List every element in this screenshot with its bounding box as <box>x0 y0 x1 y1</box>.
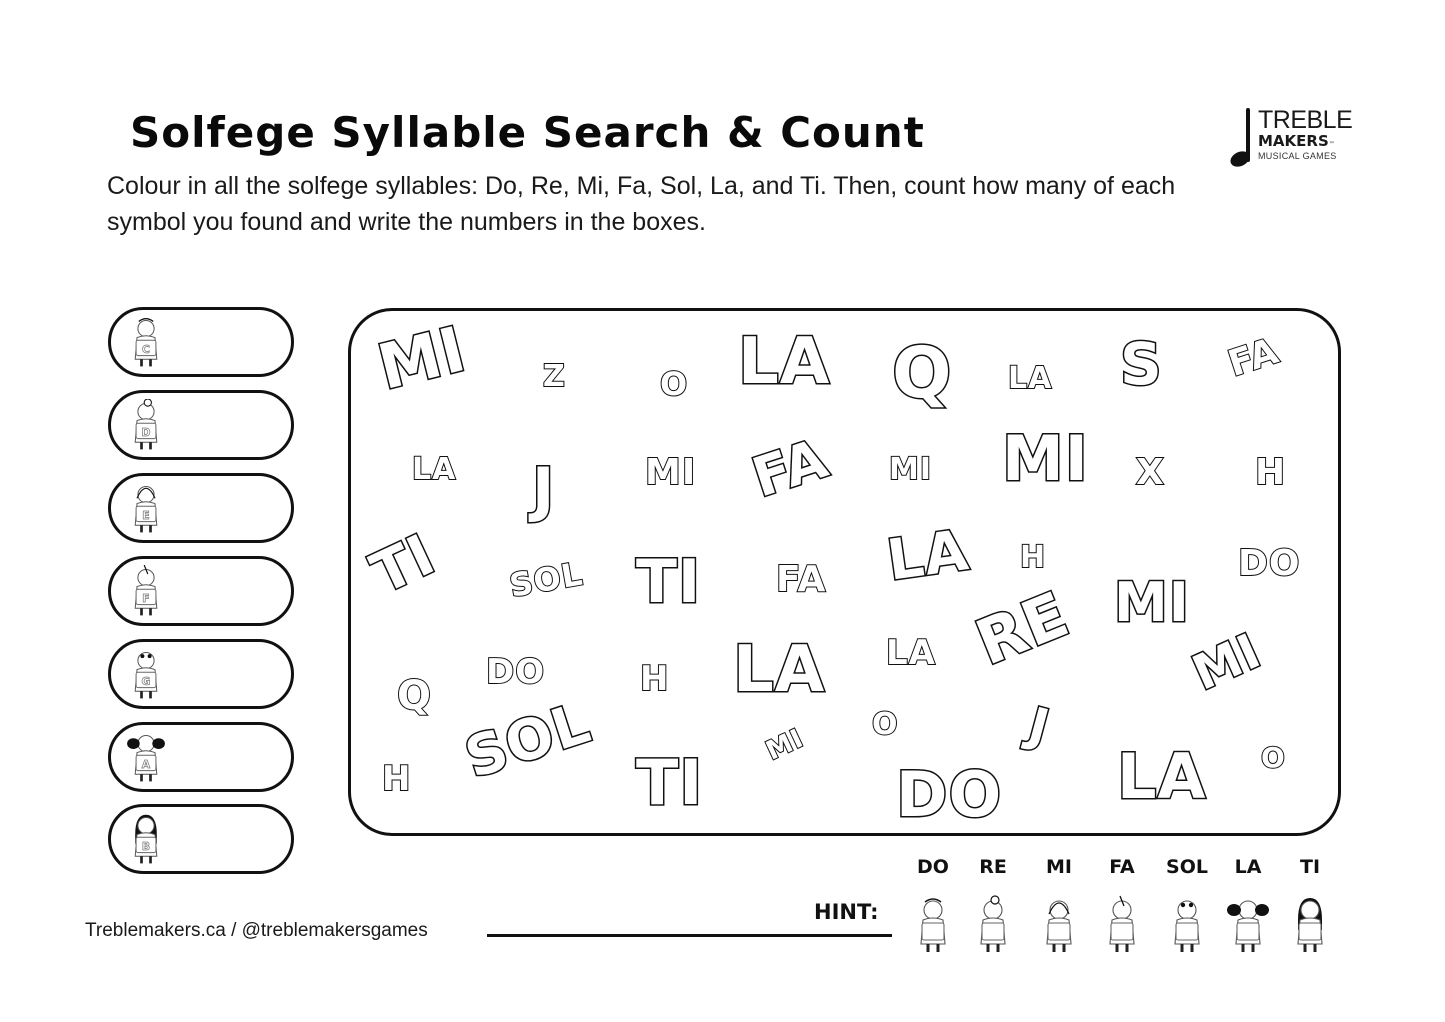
svg-text:E: E <box>142 508 150 522</box>
search-word-mi[interactable]: MI <box>1184 622 1270 702</box>
svg-text:B: B <box>141 839 151 853</box>
search-word-do[interactable]: DO <box>486 652 546 692</box>
hint-la <box>1218 856 1278 958</box>
hint-sol <box>1157 856 1217 958</box>
search-word-la[interactable]: LA <box>412 452 457 487</box>
hint-mi <box>1029 856 1089 958</box>
do-character-icon <box>123 316 169 370</box>
svg-text:A: A <box>141 757 151 771</box>
search-word-la[interactable]: LA <box>886 633 936 673</box>
search-word-mi[interactable]: MI <box>371 312 473 404</box>
svg-text:G: G <box>141 674 151 688</box>
mi-character-icon <box>123 482 169 536</box>
hint-syllable-label: MI <box>1046 856 1072 878</box>
count-box-b[interactable] <box>108 804 294 874</box>
search-word-s[interactable]: S <box>1120 330 1163 398</box>
search-word-do[interactable]: DO <box>1238 543 1301 584</box>
treblemakers-logo <box>1228 106 1353 172</box>
search-word-h[interactable]: H <box>382 759 412 799</box>
instructions-text: Colour in all the solfege syllables: Do, Re, Mi, Fa, Sol, La, and Ti. Then, count how many of each symbol you found and write the numbers in the boxes. <box>107 172 1176 236</box>
search-word-j[interactable]: J <box>532 455 556 525</box>
search-word-fa[interactable]: FA <box>776 559 827 600</box>
svg-text:F: F <box>142 591 150 605</box>
count-box-e[interactable] <box>108 473 294 543</box>
search-word-mi[interactable]: MI <box>1002 422 1089 495</box>
search-word-ti[interactable]: TI <box>362 522 445 608</box>
search-word-ti[interactable]: TI <box>636 746 704 819</box>
search-word-o[interactable]: O <box>872 707 899 742</box>
re-character-icon <box>123 399 169 453</box>
re-character-icon <box>969 894 1017 958</box>
search-word-j[interactable]: J <box>1022 696 1056 756</box>
hint-label: HINT: <box>814 900 879 924</box>
search-word-la[interactable]: LA <box>883 518 973 594</box>
search-word-o[interactable]: O <box>660 365 689 403</box>
hint-re <box>963 856 1023 958</box>
ti-character-icon <box>1286 894 1334 958</box>
search-word-sol[interactable]: SOL <box>457 690 599 792</box>
search-word-la[interactable]: LA <box>1117 740 1207 813</box>
search-word-x[interactable]: X <box>1136 452 1165 493</box>
hint-syllable-label: RE <box>979 856 1007 878</box>
do-character-icon <box>909 894 957 958</box>
sol-character-icon <box>123 648 169 702</box>
hint-ti <box>1280 856 1340 958</box>
search-word-sol[interactable]: SOL <box>506 554 586 605</box>
hint-syllable-label: FA <box>1109 856 1135 878</box>
svg-text:C: C <box>142 342 150 356</box>
hint-syllable-label: SOL <box>1166 856 1208 878</box>
count-box-a[interactable] <box>108 722 294 792</box>
search-word-h[interactable]: H <box>1255 452 1287 493</box>
search-word-la[interactable]: LA <box>733 633 826 707</box>
search-word-q[interactable]: Q <box>397 673 433 719</box>
logo-line-2: MAKERS™ <box>1258 132 1335 150</box>
search-word-la[interactable]: LA <box>738 325 831 399</box>
search-word-fa[interactable]: FA <box>745 426 836 510</box>
hint-syllable-label: DO <box>917 856 949 878</box>
footer-divider <box>487 934 892 937</box>
logo-line-3: MUSICAL GAMES <box>1258 151 1337 161</box>
hint-syllable-label: LA <box>1234 856 1262 878</box>
search-word-fa[interactable]: FA <box>1223 330 1285 386</box>
footer-credit: Treblemakers.ca / @treblemakersgames <box>85 920 428 941</box>
search-word-re[interactable]: RE <box>966 577 1079 680</box>
search-word-o[interactable]: O <box>1261 741 1286 774</box>
search-word-mi[interactable]: MI <box>1114 571 1190 634</box>
la-character-icon <box>1224 894 1272 958</box>
hint-fa <box>1092 856 1152 958</box>
fa-character-icon <box>1098 894 1146 958</box>
mi-character-icon <box>1035 894 1083 958</box>
sol-character-icon <box>1163 894 1211 958</box>
search-word-mi[interactable]: MI <box>889 452 933 487</box>
search-word-ti[interactable]: TI <box>636 547 702 617</box>
hint-do <box>903 856 963 958</box>
fa-character-icon <box>123 565 169 619</box>
page-title: Solfege Syllable Search & Count <box>130 108 925 157</box>
count-box-c[interactable] <box>108 307 294 377</box>
hint-syllable-label: TI <box>1299 856 1321 878</box>
search-word-z[interactable]: Z <box>543 359 566 394</box>
la-character-icon <box>123 731 169 785</box>
count-box-d[interactable] <box>108 390 294 460</box>
search-word-mi[interactable]: MI <box>645 452 697 493</box>
search-word-h[interactable]: H <box>1020 540 1047 575</box>
search-word-la[interactable]: LA <box>1008 361 1053 396</box>
svg-text:D: D <box>141 425 151 439</box>
logo-line-1: TREBLE <box>1258 106 1353 134</box>
count-box-f[interactable] <box>108 556 294 626</box>
ti-character-icon <box>123 813 169 867</box>
search-word-do[interactable]: DO <box>896 758 1003 831</box>
count-box-g[interactable] <box>108 639 294 709</box>
search-word-q[interactable]: Q <box>892 332 953 414</box>
search-word-h[interactable]: H <box>640 659 670 699</box>
search-word-mi[interactable]: MI <box>761 723 809 767</box>
